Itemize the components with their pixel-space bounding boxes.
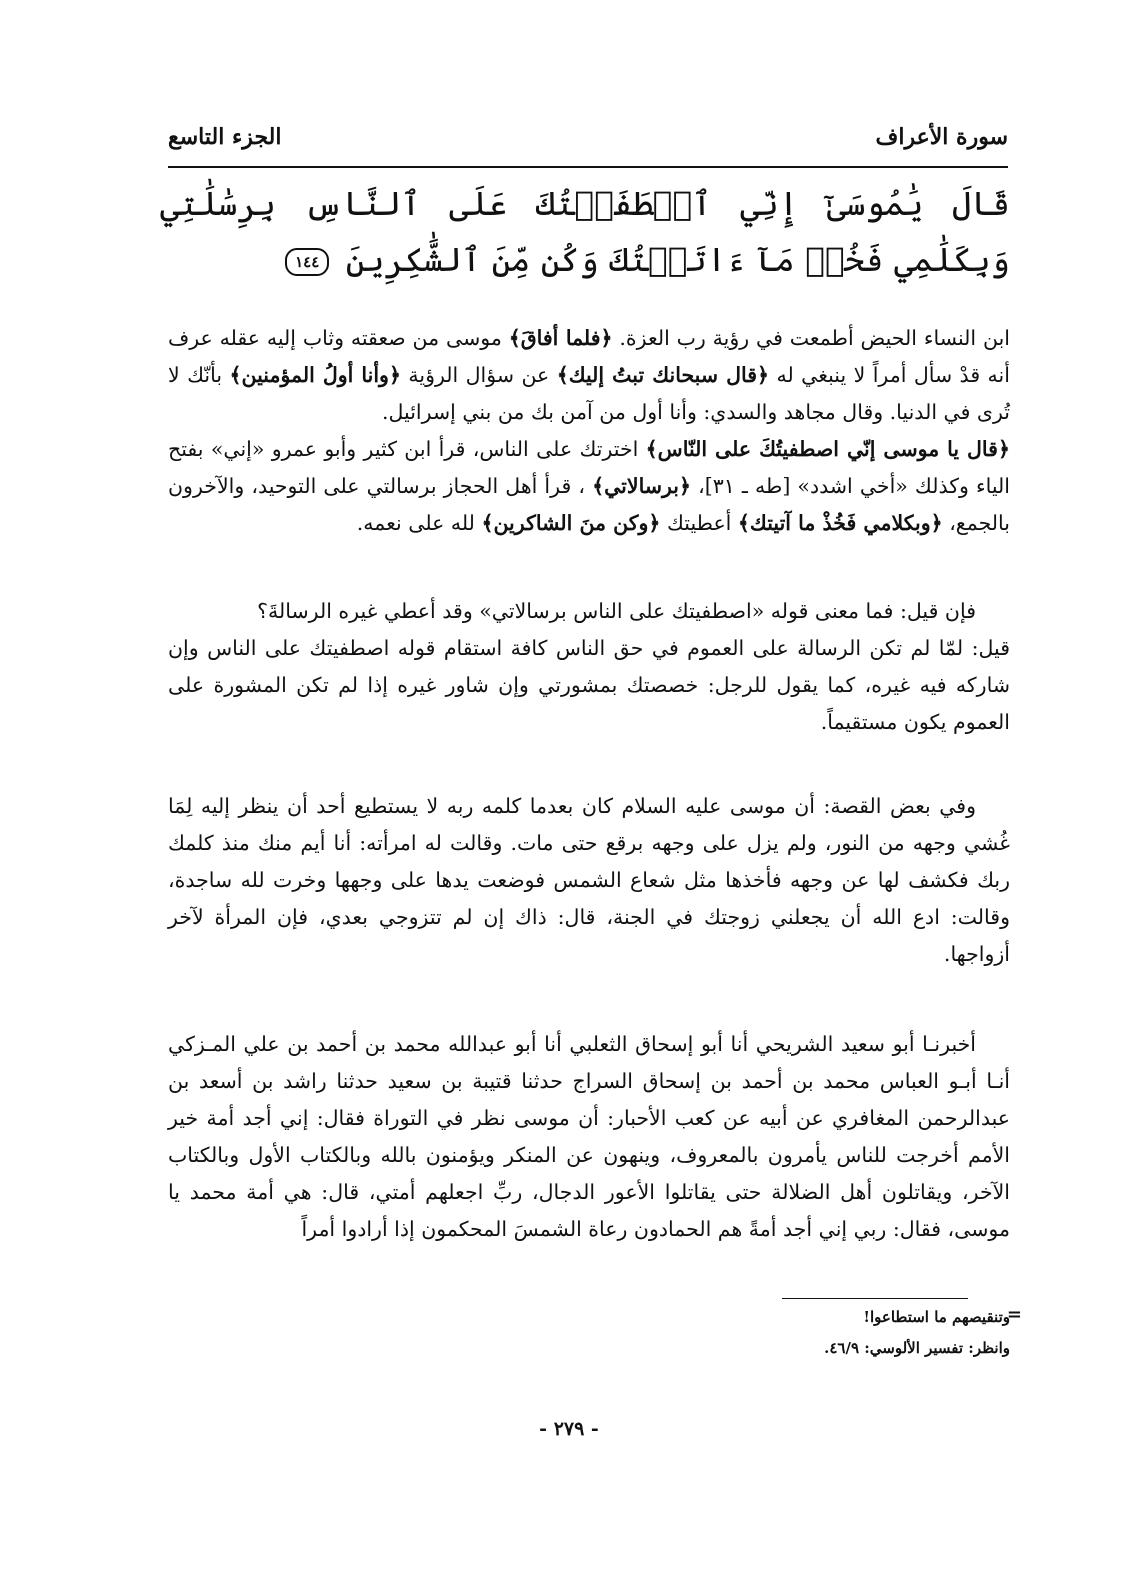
text-run: عن سؤال الرؤية: [408, 363, 550, 387]
text-run: ابن النساء الحيض أطمعت في رؤية رب العزة.: [619, 326, 1010, 350]
page-header: [168, 118, 1008, 158]
paragraph: فإن قيل: فما معنى قوله «اصطفيتك على الناس برسالاتي» وقد أعطي غيره الرسالةَ؟: [257, 599, 976, 623]
verse-text: قَالَ يَٰمُوسَىٰٓ إِنِّي ٱصۡطَفَيۡتُكَ عَلَى ٱلنَّاسِ بِرِسَٰلَٰتِي وَبِكَلَٰمِي فَخُذۡ مَآ ءَاتَيۡتُكَ وَكُن مِّنَ ٱلشَّٰكِرِينَ: [160, 184, 1010, 279]
paragraph: أخبرنـا أبو سعيد الشريحي أنا أبو إسحاق الثعلبي أنا أبو عبدالله محمد بن أحمد بن علي المـزكي أنـا أبـو العباس محمد بن أحمد بن إسحاق السراج حدثنا قتيبة بن سعيد حدثنا راشد بن أسعد بن عبدالرحمن المغافري عن أبيه عن كعب الأحبار: أن موسى نظر في التوراة فقال: إني أجد أمة خير الأمم أخرجت للناس يأمرون بالمعروف، وينهون عن المنكر ويؤمنون بالله وبالكتاب الأول وبالكتاب الآخر، ويقاتلون أهل الضلالة حتى يقاتلوا الأعور الدجال، ربِّ اجعلهم أمتي، قال: هي أمة محمد يا موسى، فقال: ربي إني أجد أمةً هم الحمادون رعاة الشمسَ المحكمون إذا أرادوا أمراً: [168, 1032, 1010, 1241]
quran-quote: ﴿فلما أفاقَ﴾: [508, 326, 613, 350]
paragraph: [168, 320, 1010, 431]
quran-quote: ﴿وأنا أولُ المؤمنين﴾: [229, 363, 401, 387]
footnote-continuation-marker: =: [1006, 1304, 1022, 1325]
quran-quote: ﴿قال يا موسى إنّي اصطفيتُكَ على النّاس﴾: [645, 437, 1010, 461]
commentary-block-3: [168, 788, 1010, 973]
quran-quote: ﴿قال سبحانك تبتُ إليك﴾: [556, 363, 770, 387]
commentary-block-1: [168, 320, 1010, 542]
quran-quote: ﴿وبكلامي فَخُذْ ما آتيتك﴾: [737, 511, 943, 535]
footnote-line: وتنقيصهم ما استطاعوا!: [863, 1308, 1010, 1326]
text-run: اخترتك على الناس، قرأ ابن كثير وأبو عمرو «إني» بفتح الياء وكذلك «أخي اشدد» [طه ـ ٣١]،: [168, 437, 1010, 498]
text-run: لله على نعمه.: [356, 511, 475, 535]
text-run: ، قرأ أهل الحجاز برسالتي على التوحيد، والآخرون بالجمع،: [168, 474, 1010, 535]
quran-quote: ﴿برسالاتي﴾: [592, 474, 692, 498]
footnote-divider: [782, 1298, 968, 1299]
paragraph: [168, 431, 1010, 542]
text-run: أعطيتك: [666, 511, 732, 535]
verse-number-marker: ١٤٤: [285, 248, 329, 276]
surah-title: سورة الأعراف: [875, 124, 1008, 150]
footnote-line: وانظر: تفسير الألوسي: ٤٦/٩.: [824, 1339, 1010, 1357]
commentary-block-4: [168, 1026, 1010, 1248]
commentary-block-2: [168, 593, 1010, 741]
paragraph: قيل: لمّا لم تكن الرسالة على العموم في حق الناس كافة استقام قوله اصطفيتك على الناس وإن شاركه فيه غيره، كما يقول للرجل: خصصتك بمشورتي وإن شاور غيره إذا لم تكن المشورة على العموم يكون مستقيماً.: [168, 636, 1010, 734]
quran-quote: ﴿وكن منَ الشاكرين﴾: [481, 511, 661, 535]
quran-verse: [160, 176, 1010, 288]
text-run: موسى من صعقته وثاب إليه عقله عرف أنه قدْ سأل أمراً لا ينبغي له: [168, 326, 1010, 387]
header-divider: [168, 166, 1008, 168]
text-run: بأنّك لا تُرى في الدنيا. وقال مجاهد والسدي: وأنا أول من آمن بك من بني إسرائيل.: [168, 363, 1010, 424]
paragraph: وفي بعض القصة: أن موسى عليه السلام كان بعدما كلمه ربه لا يستطيع أحد أن ينظر إليه لِمَا غُشي وجهه من النور، ولم يزل على وجهه برقع حتى مات. وقالت له امرأته: أنا أيم منك منذ كلمك ربك فكشف لها عن وجهه فأخذها مثل شعاع الشمس فوضعت يدها على وجهها وخرت لله ساجدة، وقالت: ادع الله أن يجعلني زوجتك في الجنة، قال: ذاك إن لم تتزوجي بعدي، فإن المرأة لآخر أزواجها.: [168, 794, 1010, 966]
juz-title: الجزء التاسع: [168, 124, 282, 150]
footnotes: [400, 1302, 1010, 1364]
page-number: - ٢٧٩ -: [539, 1418, 599, 1440]
